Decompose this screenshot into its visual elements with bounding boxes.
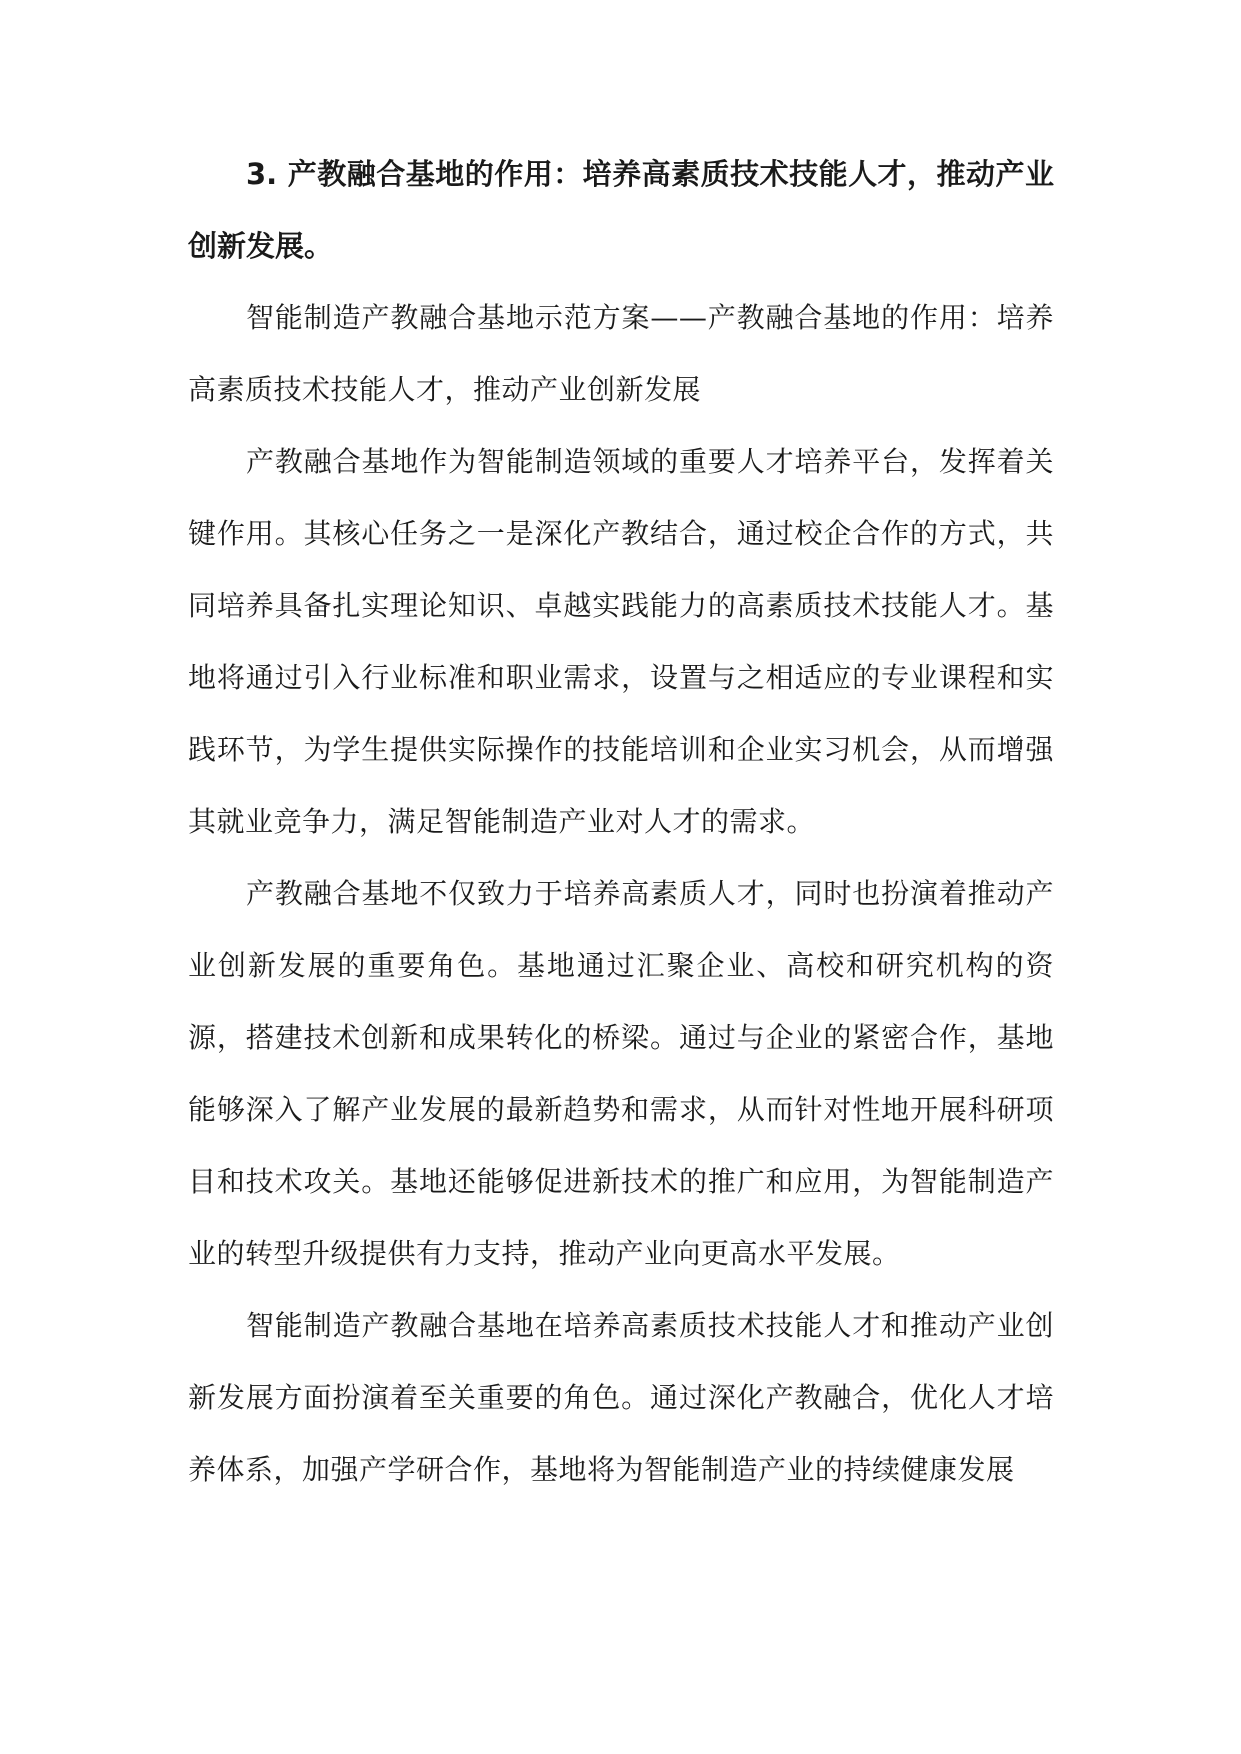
document-page [188,138,1054,1506]
paragraph-3: 产教融合基地不仅致力于培养高素质人才，同时也扮演着推动产业创新发展的重要角色。基地通过汇聚企业、高校和研究机构的资源，搭建技术创新和成果转化的桥梁。通过与企业的紧密合作，基地能够深入了解产业发展的最新趋势和需求，从而针对性地开展科研项目和技术攻关。基地还能够促进新技术的推广和应用，为智能制造产业的转型升级提供有力支持，推动产业向更高水平发展。 [188,877,1054,1270]
paragraph-1: 智能制造产教融合基地示范方案——产教融合基地的作用：培养高素质技术技能人才，推动产业创新发展 [188,301,1054,406]
paragraph-2: 产教融合基地作为智能制造领域的重要人才培养平台，发挥着关键作用。其核心任务之一是深化产教结合，通过校企合作的方式，共同培养具备扎实理论知识、卓越实践能力的高素质技术技能人才。基地将通过引入行业标准和职业需求，设置与之相适应的专业课程和实践环节，为学生提供实际操作的技能培训和企业实习机会，从而增强其就业竞争力，满足智能制造产业对人才的需求。 [188,445,1054,838]
paragraph-4: 智能制造产教融合基地在培养高素质技术技能人才和推动产业创新发展方面扮演着至关重要的角色。通过深化产教融合，优化人才培养体系，加强产学研合作，基地将为智能制造产业的持续健康发展 [188,1309,1054,1486]
section-heading: 3. 产教融合基地的作用：培养高素质技术技能人才，推动产业创新发展。 [188,157,1054,263]
